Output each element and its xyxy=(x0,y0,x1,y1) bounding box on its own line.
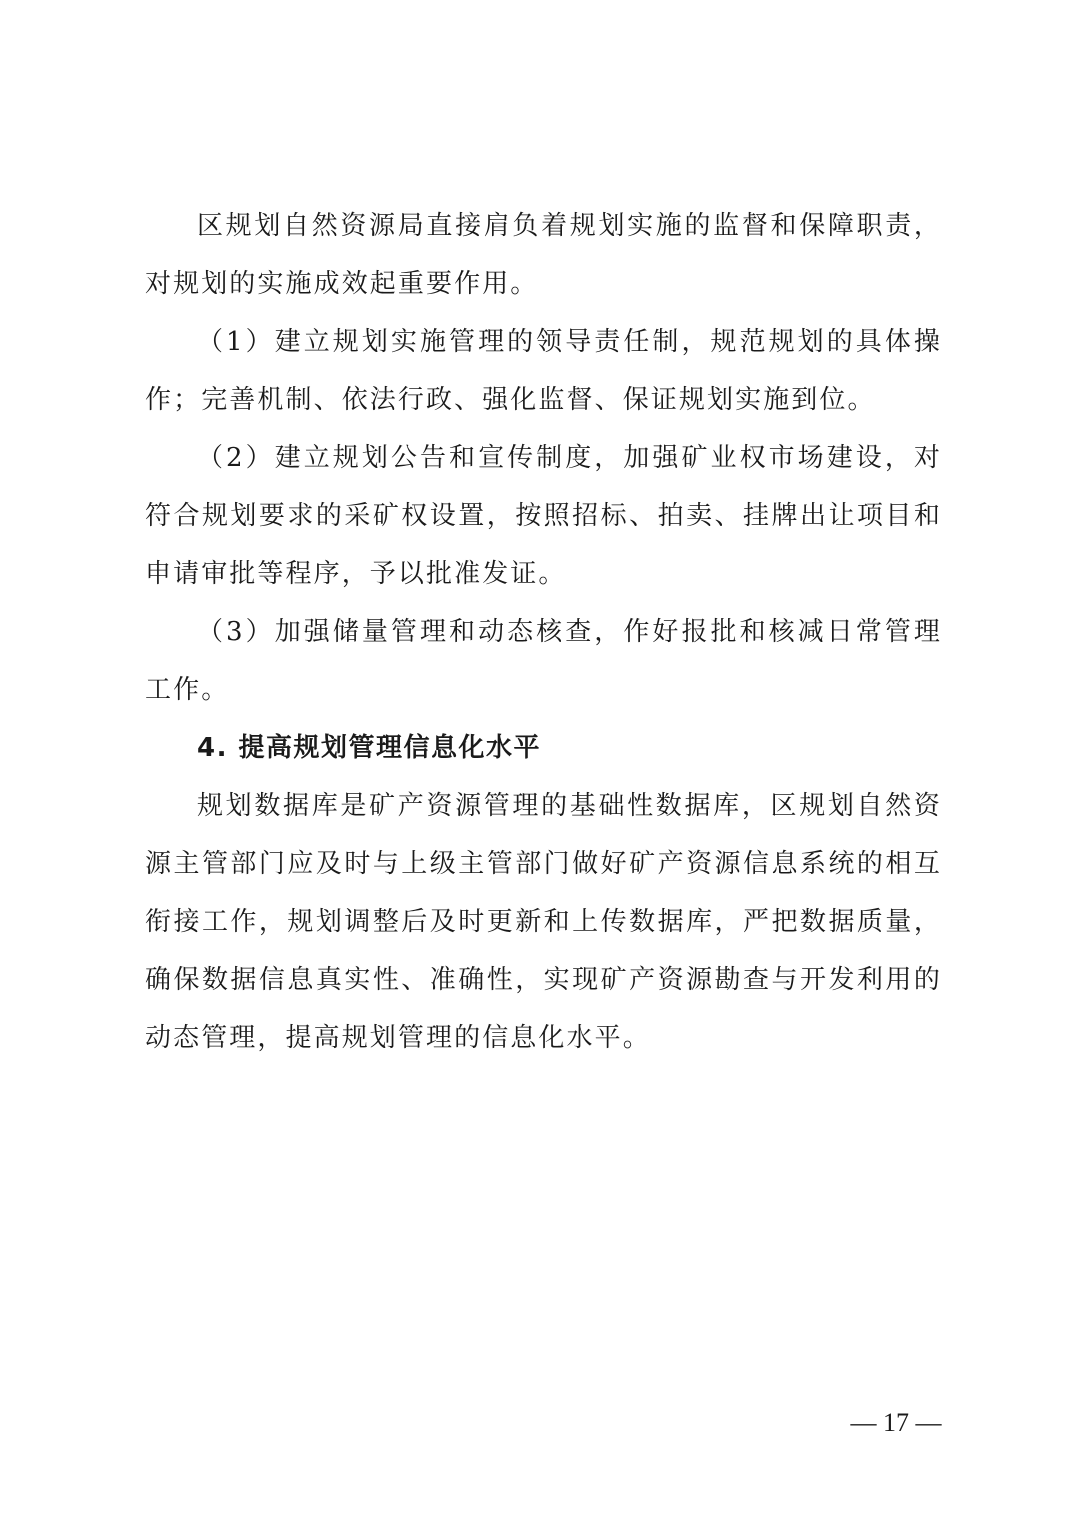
page-number: — 17 — xyxy=(850,1408,942,1437)
paragraph-item-1: （1）建立规划实施管理的领导责任制，规范规划的具体操作；完善机制、依法行政、强化监督、保证规划实施到位。 xyxy=(145,327,942,415)
paragraph-informatization: 规划数据库是矿产资源管理的基础性数据库，区规划自然资源主管部门应及时与上级主管部门做好矿产资源信息系统的相互衔接工作，规划调整后及时更新和上传数据库，严把数据质量，确保数据信息真实性、准确性，实现矿产资源勘查与开发利用的动态管理，提高规划管理的信息化水平。 xyxy=(145,791,942,1053)
paragraph-item-3: （3）加强储量管理和动态核查，作好报批和核减日常管理工作。 xyxy=(145,617,942,705)
section-heading: 4. 提高规划管理信息化水平 xyxy=(197,733,542,763)
paragraph-item-2: （2）建立规划公告和宣传制度，加强矿业权市场建设，对符合规划要求的采矿权设置，按照招标、拍卖、挂牌出让项目和申请审批等程序，予以批准发证。 xyxy=(145,443,942,589)
document-body xyxy=(145,197,942,1067)
paragraph-responsibility: 区规划自然资源局直接肩负着规划实施的监督和保障职责，对规划的实施成效起重要作用。 xyxy=(145,211,942,299)
